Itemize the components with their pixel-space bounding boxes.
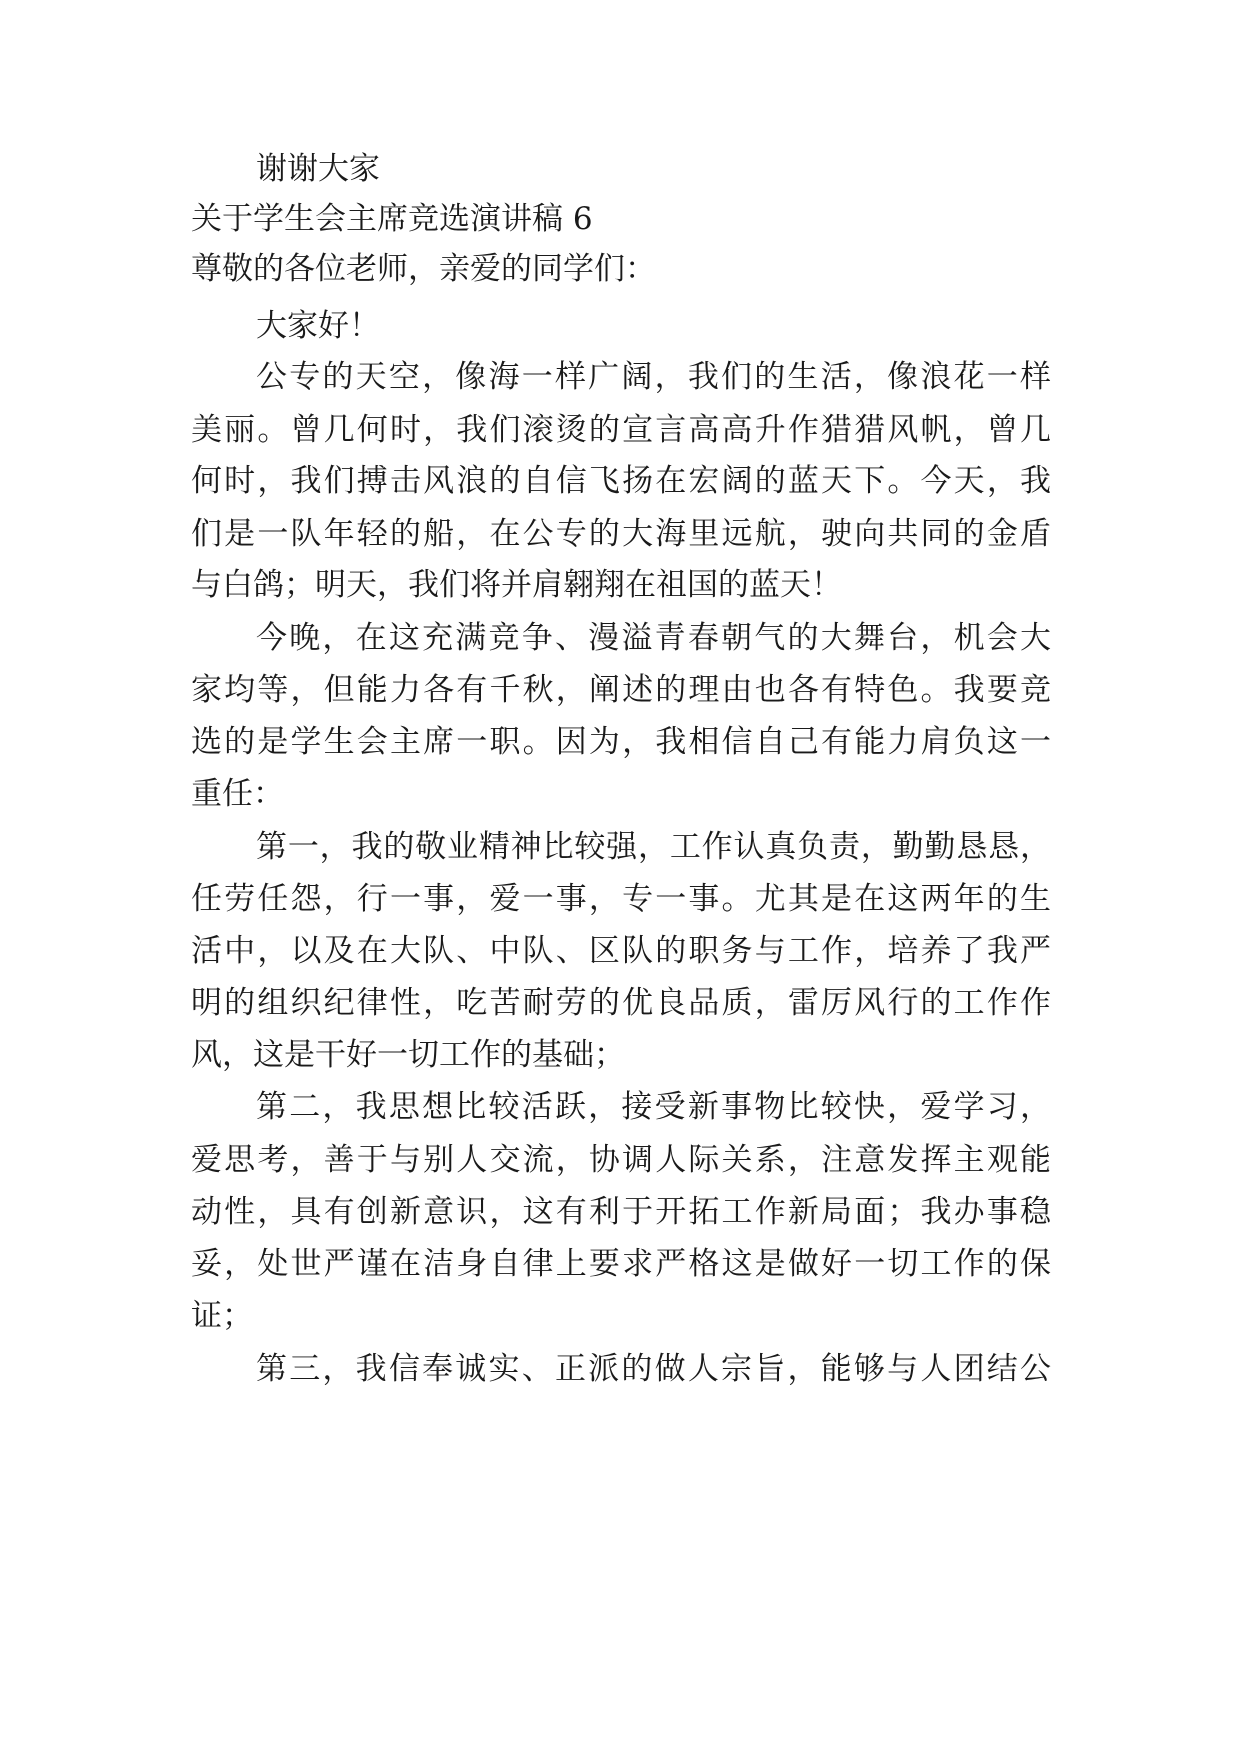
paragraph-line: 动性，具有创新意识，这有利于开拓工作新局面；我办事稳 <box>191 1194 1051 1230</box>
greeting: 大家好！ <box>256 308 380 344</box>
paragraph-line: 家均等，但能力各有千秋，阐述的理由也各有特色。我要竞 <box>191 672 1051 708</box>
paragraph-line: 今晚，在这充满竞争、漫溢青春朝气的大舞台，机会大 <box>256 620 1051 656</box>
paragraph-line: 明的组织纪律性，吃苦耐劳的优良品质，雷厉风行的工作作 <box>191 985 1051 1021</box>
paragraph-line: 任劳任怨，行一事，爱一事，专一事。尤其是在这两年的生 <box>191 881 1051 917</box>
paragraph-line: 妥，处世严谨在洁身自律上要求严格这是做好一切工作的保 <box>191 1246 1051 1282</box>
paragraph-line: 第一，我的敬业精神比较强，工作认真负责，勤勤恳恳， <box>256 829 1051 865</box>
paragraph-line: 证； <box>191 1298 253 1334</box>
closing-line: 谢谢大家 <box>256 151 380 187</box>
paragraph-line: 第三，我信奉诚实、正派的做人宗旨，能够与人团结公 <box>256 1351 1051 1387</box>
speech-title: 关于学生会主席竞选演讲稿 6 <box>191 201 593 237</box>
paragraph-line: 选的是学生会主席一职。因为，我相信自己有能力肩负这一 <box>191 724 1051 760</box>
paragraph-line: 风，这是干好一切工作的基础； <box>191 1037 625 1073</box>
paragraph-line: 公专的天空，像海一样广阔，我们的生活，像浪花一样 <box>256 359 1051 395</box>
paragraph-line: 与白鸽；明天，我们将并肩翱翔在祖国的蓝天！ <box>191 567 842 603</box>
paragraph-line: 重任： <box>191 776 284 812</box>
paragraph-line: 们是一队年轻的船，在公专的大海里远航，驶向共同的金盾 <box>191 516 1051 552</box>
paragraph-line: 何时，我们搏击风浪的自信飞扬在宏阔的蓝天下。今天，我 <box>191 463 1051 499</box>
paragraph-line: 活中，以及在大队、中队、区队的职务与工作，培养了我严 <box>191 933 1051 969</box>
paragraph-line: 爱思考，善于与别人交流，协调人际关系，注意发挥主观能 <box>191 1142 1051 1178</box>
paragraph-line: 第二，我思想比较活跃，接受新事物比较快，爱学习， <box>256 1089 1051 1125</box>
salutation: 尊敬的各位老师，亲爱的同学们： <box>191 251 656 287</box>
paragraph-line: 美丽。曾几何时，我们滚烫的宣言高高升作猎猎风帆，曾几 <box>191 412 1051 448</box>
